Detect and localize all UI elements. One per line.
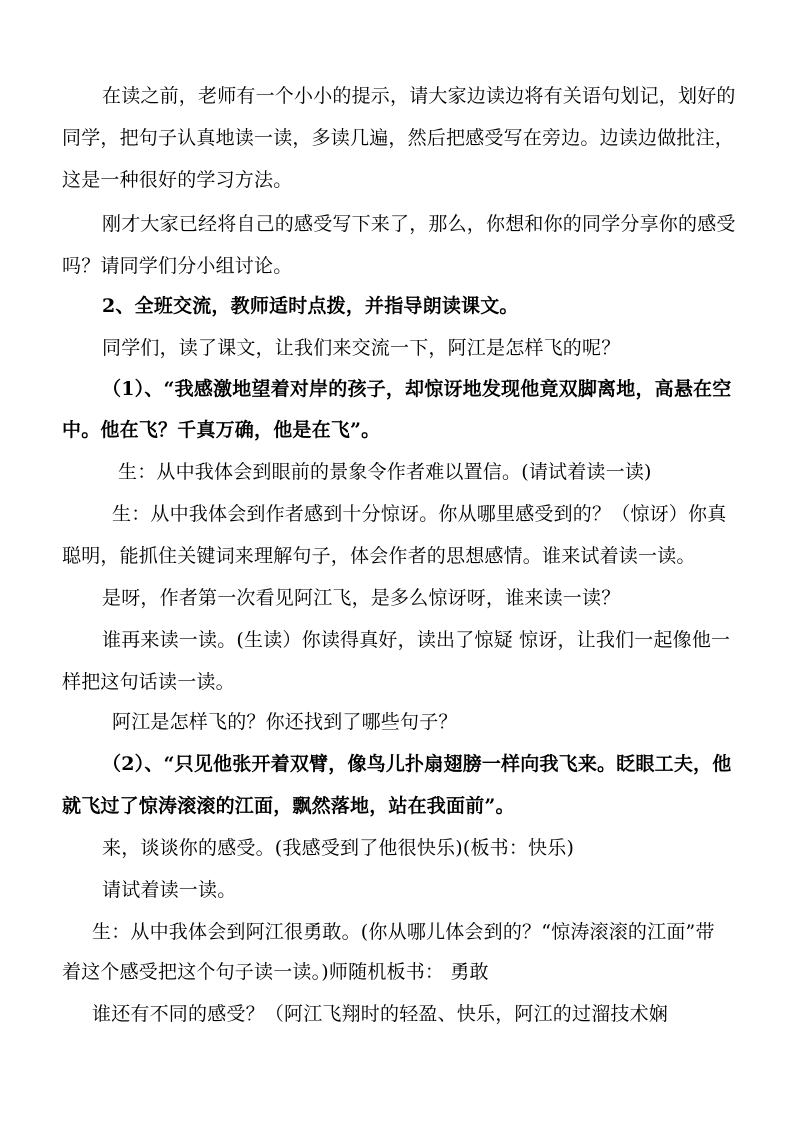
para-5-line-1: 生：从中我体会到作者感到十分惊讶。你从哪里感受到的？（惊讶）你真	[112, 503, 727, 525]
para-2-line-1: 刚才大家已经将自己的感受写下来了，那么，你想和你的同学分享你的感受	[102, 213, 736, 235]
para-7-line-2: 样把这句话读一读。	[62, 671, 235, 693]
para-10-line-1: 请试着读一读。	[102, 879, 237, 901]
para-11-line-1: 生：从中我体会到阿江很勇敢。(你从哪儿体会到的？“惊涛滚滚的江面”带	[92, 921, 715, 943]
para-4-line-1: 生：从中我体会到眼前的景象令作者难以置信。(请试着读一读)	[118, 461, 652, 483]
para-9-line-1: 来，谈谈你的感受。(我感受到了他很快乐)(板书：快乐)	[102, 837, 575, 859]
quote-1-line-2: 中。他在飞？千真万确，他是在飞”。	[62, 419, 381, 441]
para-6-line-1: 是呀，作者第一次看见阿江飞，是多么惊讶呀，谁来读一读？	[102, 587, 621, 609]
para-7-line-1: 谁再来读一读。(生读）你读得真好，读出了惊疑 惊讶，让我们一起像他一	[102, 629, 731, 651]
para-2-line-2: 吗？请同学们分小组讨论。	[62, 255, 293, 277]
para-1-line-2: 同学，把句子认真地读一读，多读几遍，然后把感受写在旁边。边读边做批注，	[62, 127, 735, 149]
para-1-line-1: 在读之前，老师有一个小小的提示，请大家边读边将有关语句划记，划好的	[102, 85, 736, 107]
quote-1-line-1: （1）、“我感激地望着对岸的孩子，却惊讶地发现他竟双脚离地，高悬在空	[102, 378, 732, 400]
para-3-line-1: 同学们，读了课文，让我们来交流一下，阿江是怎样飞的呢？	[102, 337, 621, 359]
para-11-line-2: 着这个感受把这个句子读一读。)师随机板书： 勇敢	[62, 961, 489, 983]
para-5-line-2: 聪明，能抓住关键词来理解句子，体会作者的思想感情。谁来试着读一读。	[62, 545, 696, 567]
para-8-line-1: 阿江是怎样飞的？你还找到了哪些句子？	[112, 711, 458, 733]
para-1-line-3: 这是一种很好的学习方法。	[62, 169, 293, 191]
para-12-line-1: 谁还有不同的感受？（阿江飞翔时的轻盈、快乐，阿江的过溜技术娴	[92, 1003, 669, 1025]
quote-2-line-2: 就飞过了惊涛滚滚的江面，飘然落地，站在我面前”。	[62, 795, 515, 817]
section-heading: 2、全班交流，教师适时点拨，并指导朗读课文。	[102, 295, 519, 317]
quote-2-line-1: （2）、“只见他张开着双臂，像鸟儿扑扇翅膀一样向我飞来。眨眼工夫，他	[102, 753, 732, 775]
